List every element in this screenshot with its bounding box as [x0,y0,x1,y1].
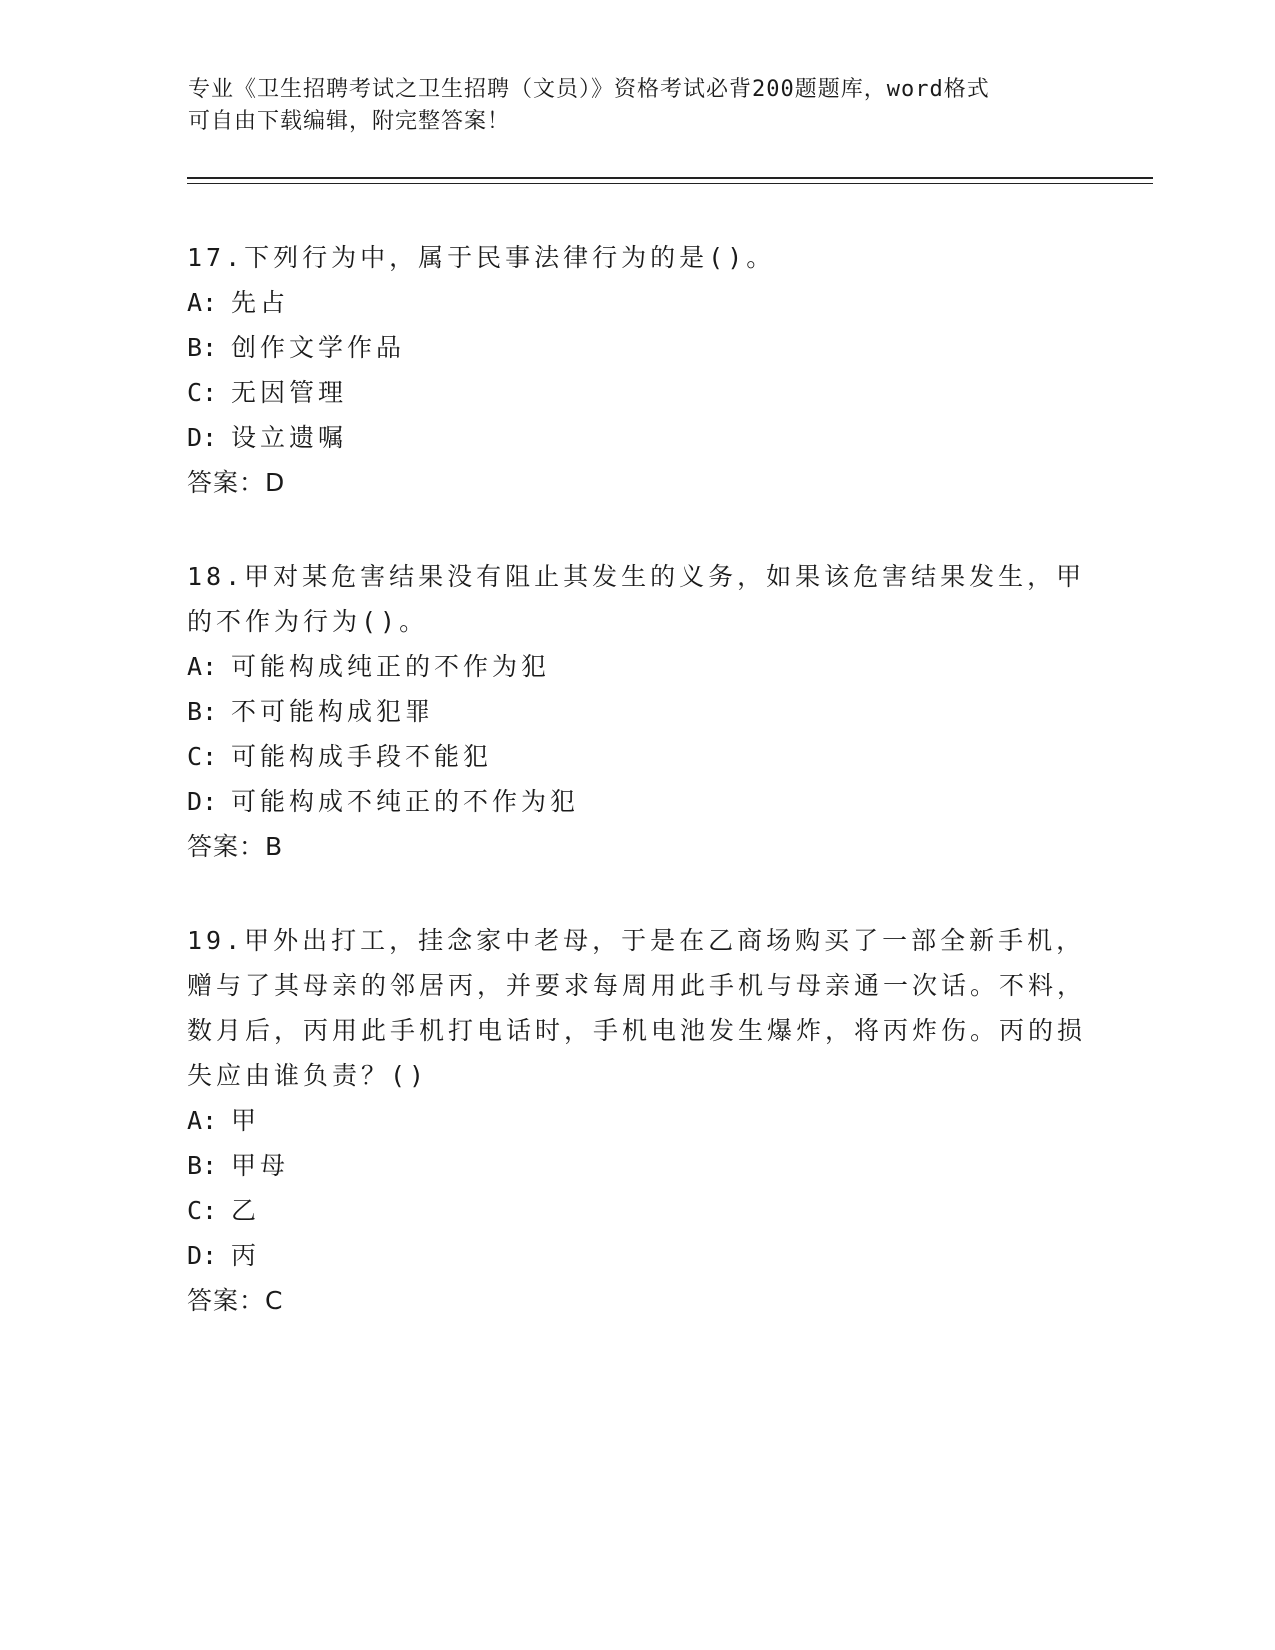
question-19 [187,918,1087,1323]
option-key: D: [187,1241,218,1270]
option-a [187,280,1087,325]
option-text: 可能构成不纯正的不作为犯 [231,787,580,816]
option-b [187,689,1087,734]
option-text: 创作文学作品 [231,333,406,362]
option-c [187,370,1087,415]
option-d [187,415,1087,460]
question-stem: 19.甲外出打工，挂念家中老母，于是在乙商场购买了一部全新手机，赠与了其母亲的邻居丙，并要求每周用此手机与母亲通一次话。不料，数月后，丙用此手机打电话时，手机电池发生爆炸，将丙炸伤。丙的损失应由谁负责？() [187,926,1087,1090]
option-key: C: [187,1196,218,1225]
option-text: 先占 [231,288,290,317]
option-c [187,1188,1087,1233]
option-key: C: [187,742,218,771]
answer-line: 答案：B [187,832,284,861]
option-key: B: [187,333,218,362]
option-text: 无因管理 [231,378,348,407]
question-17 [187,235,1087,505]
answer-line: 答案：D [187,468,286,497]
option-b [187,1143,1087,1188]
answer-line: 答案：C [187,1286,284,1315]
header-divider-top [187,177,1153,179]
option-key: A: [187,1106,218,1135]
document-header [188,74,1068,138]
option-b [187,325,1087,370]
option-key: D: [187,787,218,816]
option-text: 甲母 [231,1151,290,1180]
header-title-line1: 专业《卫生招聘考试之卫生招聘（文员）》资格考试必背200题题库，word格式 [188,77,990,102]
option-key: B: [187,1151,218,1180]
option-text: 甲 [231,1106,261,1135]
option-key: D: [187,423,218,452]
option-d [187,779,1087,824]
option-text: 不可能构成犯罪 [231,697,435,726]
option-text: 丙 [231,1241,261,1270]
header-title-line2: 可自由下载编辑，附完整答案！ [188,109,511,134]
question-stem: 17.下列行为中，属于民事法律行为的是()。 [187,243,776,272]
option-d [187,1233,1087,1278]
option-text: 可能构成手段不能犯 [231,742,493,771]
question-stem: 18.甲对某危害结果没有阻止其发生的义务，如果该危害结果发生，甲的不作为行为()。 [187,562,1086,636]
question-18 [187,554,1087,869]
option-c [187,734,1087,779]
option-text: 可能构成纯正的不作为犯 [231,652,551,681]
option-key: A: [187,652,218,681]
header-divider-bottom [187,183,1153,184]
option-key: A: [187,288,218,317]
option-text: 设立遗嘱 [231,423,348,452]
option-key: C: [187,378,218,407]
option-key: B: [187,697,218,726]
option-a [187,1098,1087,1143]
option-a [187,644,1087,689]
option-text: 乙 [231,1196,261,1225]
